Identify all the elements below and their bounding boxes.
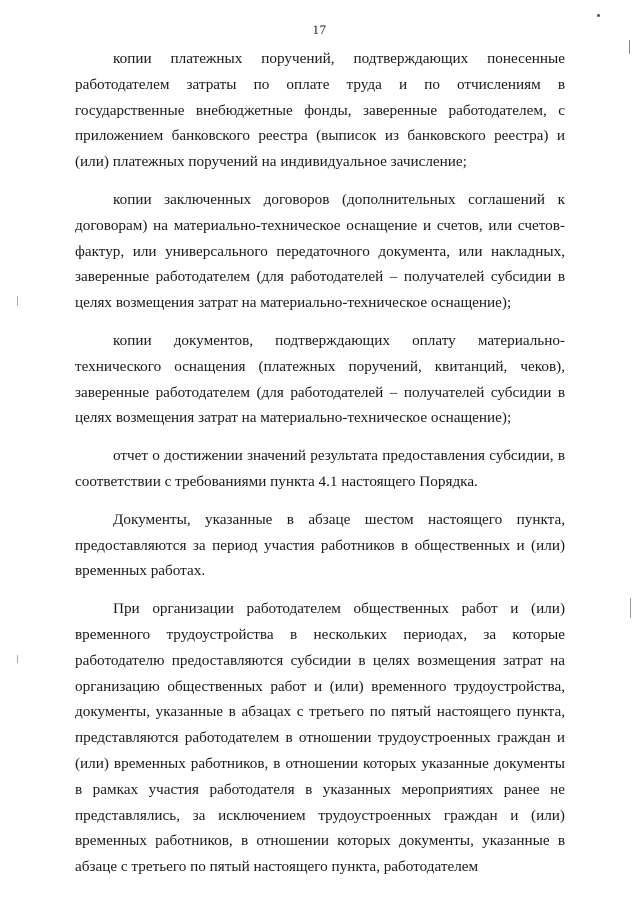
document-body	[75, 46, 565, 880]
paragraph-documents-period: Документы, указанные в абзаце шестом настоящего пункта, предоставляются за период участия работников в общественных и (или) временных работах.	[75, 510, 565, 580]
scan-mark	[630, 598, 631, 618]
paragraph-multiple-periods: При организации работодателем общественных работ и (или) временного трудоустройства в нескольких периодах, за которые работодателю предоставляются субсидии в целях возмещения затрат на организацию общественных работ и (или) временного трудоустройства, документы, указанные в абзацах с третьего по пятый настоящего пункта, представляются работодателем в отношении трудоустроенных граждан и (или) временных работников, в отношении которых указанные документы в рамках участия работодателя в указанных мероприятиях ранее не представлялись, за исключением трудоустроенных граждан и (или) временных работников, в отношении которых документы, указанные в абзаце с третьего по пятый настоящего пункта, работодателем	[75, 600, 565, 876]
scan-mark	[629, 40, 630, 54]
paragraph-spacer	[75, 316, 565, 328]
paragraph-payment-documents: копии документов, подтверждающих оплату материально-технического оснащения (платежных поручений, квитанций, чеков), заверенные работодателем (для работодателей – получателей субсидии в целях возмещения затрат на материально-техническое оснащение);	[75, 331, 565, 427]
paragraph-spacer	[75, 495, 565, 507]
scan-mark	[597, 14, 600, 17]
paragraph-spacer	[75, 175, 565, 187]
paragraph-contracts: копии заключенных договоров (дополнительных соглашений к договорам) на материально-техническое оснащение и счетов, или счетов-фактур, или универсального передаточного документа, или накладных, заверенные работодателем (для работодателей – получателей субсидии в целях возмещения затрат на материально-техническое оснащение);	[75, 190, 565, 312]
scan-mark	[17, 655, 18, 663]
page-number: 17	[312, 22, 327, 37]
paragraph-payment-orders: копии платежных поручений, подтверждающих понесенные работодателем затраты по оплате труда и по отчислениям в государственные внебюджетные фонды, заверенные работодателем, с приложением банковского реестра (выписок из банковского реестра) и (или) платежных поручений на индивидуальное зачисление;	[75, 50, 565, 171]
paragraph-spacer	[75, 431, 565, 443]
scan-mark	[17, 296, 18, 306]
paragraph-spacer	[75, 584, 565, 596]
paragraph-report: отчет о достижении значений результата предоставления субсидии, в соответствии с требованиями пункта 4.1 настоящего Порядка.	[75, 447, 565, 490]
